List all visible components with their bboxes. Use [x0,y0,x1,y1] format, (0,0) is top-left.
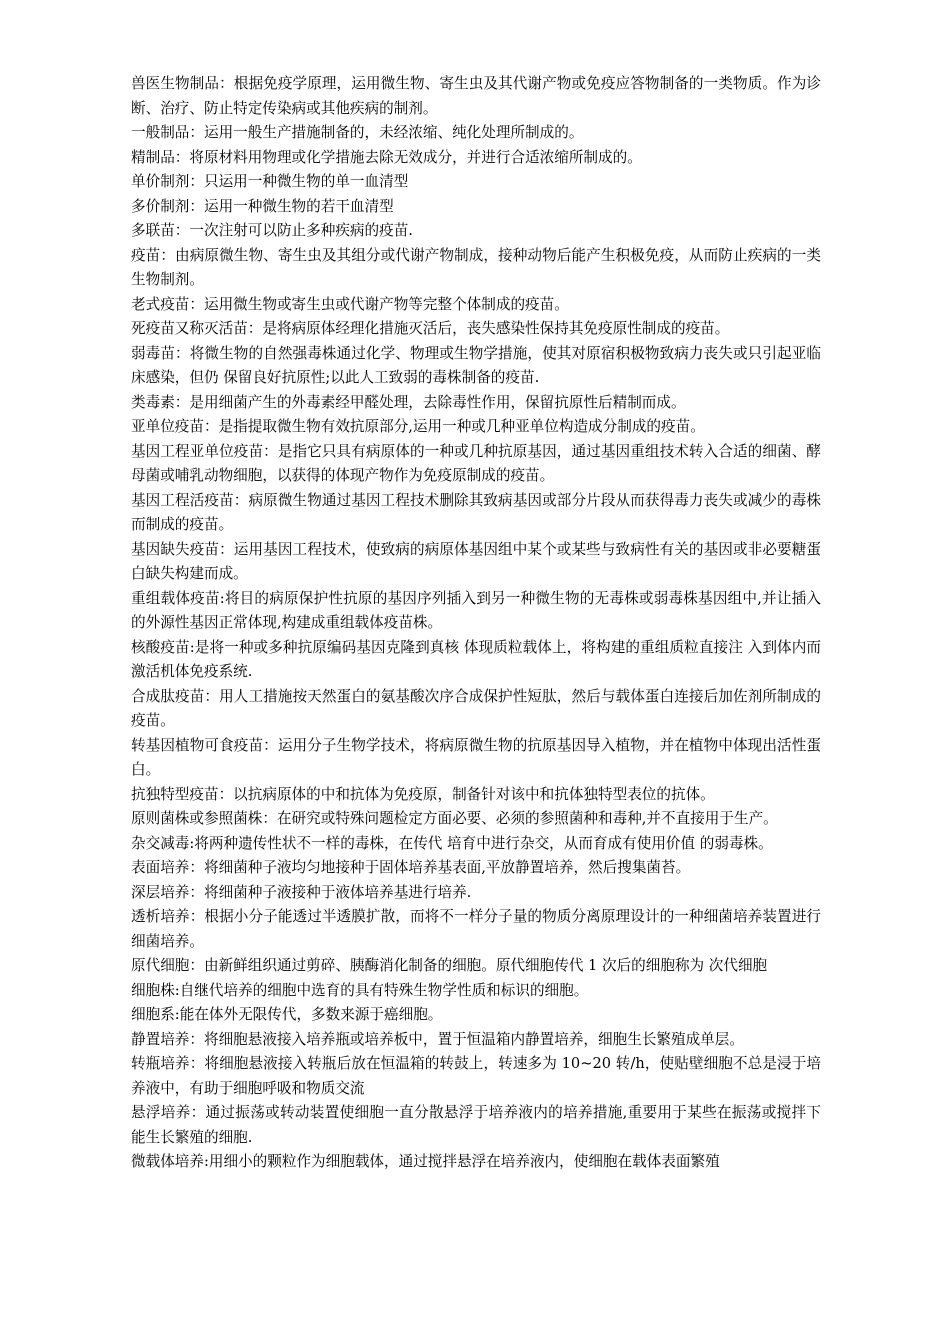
paragraph-anti-idiotype-vaccine: 抗独特型疫苗：以抗病原体的中和抗体为免疫原，制备针对该中和抗体独特型表位的抗体。 [131,785,715,803]
paragraph-recombinant-vector-vaccine: 重组载体疫苗:将目的病原保护性抗原的基因序列插入到另一种微生物的无毒株或弱毒株基因组中,并让插入的外源性基因正常体现,构建成重组载体疫苗株。 [131,589,821,631]
document-page [131,72,821,1175]
paragraph-traditional-vaccine: 老式疫苗：运用微生物或寄生虫或代谢产物等完整个体制成的疫苗。 [131,295,569,313]
paragraph-dialysis-culture: 透析培养：根据小分子能透过半透膜扩散，而将不一样分子量的物质分离原理设计的一种细菌培养装置进行细菌培养。 [131,908,821,950]
paragraph-primary-cell: 原代细胞：由新鲜组织通过剪碎、胰酶消化制备的细胞。原代细胞传代 1 次后的细胞称为 次代细胞 [131,957,768,974]
paragraph-general-product: 一般制品：运用一般生产措施制备的，未经浓缩、纯化处理所制成的。 [131,124,584,141]
paragraph-attenuated-vaccine: 弱毒苗：将微生物的自然强毒株通过化学、物理或生物学措施，使其对原宿积极物致病力丧失或只引起亚临床感染，但仍 保留良好抗原性;以此人工致弱的毒株制备的疫苗. [131,344,821,386]
paragraph-nucleic-acid-vaccine: 核酸疫苗:是将一种或多种抗原编码基因克隆到真核 体现质粒载体上，将构建的重组质粒直接注 入到体内而激活机体免疫系统. [131,638,821,680]
paragraph-inactivated-vaccine: 死疫苗又称灭活苗：是将病原体经理化措施灭活后，丧失感染性保持其免疫原性制成的疫苗。 [131,320,730,337]
paragraph-reference-strain: 原则菌株或参照菌株：在研究或特殊问题检定方面必要、必须的参照菌种和毒种,并不直接用于生产。 [131,810,778,827]
paragraph-refined-product: 精制品：将原材料用物理或化学措施去除无效成分，并进行合适浓缩所制成的。 [131,148,642,166]
paragraph-toxoid: 类毒素：是用细菌产生的外毒素经甲醛处理，去除毒性作用，保留抗原性后精制而成。 [131,393,686,411]
paragraph-roller-bottle-culture: 转瓶培养：将细胞悬液接入转瓶后放在恒温箱的转鼓上，转速多为 10~20 转/h，使贴壁细胞不总是浸于培养液中，有助于细胞呼吸和物质交流 [131,1055,821,1097]
paragraph-synthetic-peptide-vaccine: 合成肽疫苗：用人工措施按天然蛋白的氨基酸次序合成保护性短肽，然后与载体蛋白连接后加佐剂所制成的疫苗。 [131,687,821,729]
paragraph-cell-strain: 细胞株:自继代培养的细胞中选育的具有特殊生物学性质和标识的细胞。 [131,981,589,999]
paragraph-monovalent: 单价制剂：只运用一种微生物的单一血清型 [131,173,409,190]
paragraph-subunit-vaccine: 亚单位疫苗：是指提取微生物有效抗原部分,运用一种或几种亚单位构造成分制成的疫苗。 [131,418,705,435]
paragraph-cell-line: 细胞系:能在体外无限传代，多数来源于癌细胞。 [131,1006,443,1023]
paragraph-vet-biologics: 兽医生物制品：根据免疫学原理，运用微生物、寄生虫及其代谢产物或免疫应答物制备的一类物质。作为诊断、治疗、防止特定传染病或其他疾病的制剂。 [131,75,821,117]
paragraph-suspension-culture: 悬浮培养：通过振荡或转动装置使细胞一直分散悬浮于培养液内的培养措施,重要用于某些在振荡或搅拌下能生长繁殖的细胞. [131,1104,821,1146]
paragraph-edible-plant-vaccine: 转基因植物可食疫苗：运用分子生物学技术，将病原微生物的抗原基因导入植物，并在植物中体现出活性蛋白。 [131,736,821,778]
paragraph-static-culture: 静置培养：将细胞悬液接入培养瓶或培养板中，置于恒温箱内静置培养，细胞生长繁殖成单层。 [131,1030,744,1048]
paragraph-ge-subunit-vaccine: 基因工程亚单位疫苗：是指它只具有病原体的一种或几种抗原基因，通过基因重组技术转入合适的细菌、酵母菌或哺乳动物细胞，以获得的体现产物作为免疫原制成的疫苗。 [131,442,821,484]
paragraph-surface-culture: 表面培养：将细菌种子液均匀地接种于固体培养基表面,平放静置培养，然后搜集菌苔。 [131,859,691,876]
paragraph-microcarrier-culture: 微载体培养:用细小的颗粒作为细胞载体，通过搅拌悬浮在培养液内，使细胞在载体表面繁殖 [131,1153,720,1170]
paragraph-polyvalent: 多价制剂：运用一种微生物的若干血清型 [131,197,394,215]
paragraph-ge-live-vaccine: 基因工程活疫苗：病原微生物通过基因工程技术删除其致病基因或部分片段从而获得毒力丧失或减少的毒株而制成的疫苗。 [131,491,821,533]
paragraph-gene-deleted-vaccine: 基因缺失疫苗：运用基因工程技术，使致病的病原体基因组中某个或某些与致病性有关的基因或非必要糖蛋白缺失构建而成。 [131,540,821,582]
paragraph-deep-culture: 深层培养：将细菌种子液接种于液体培养基进行培养. [131,883,472,901]
paragraph-vaccine: 疫苗：由病原微生物、寄生虫及其组分或代谢产物制成，接种动物后能产生积极免疫，从而防止疾病的一类生物制剂。 [131,246,821,288]
paragraph-hybrid-attenuation: 杂交减毒:将两种遗传性状不一样的毒株，在传代 培育中进行杂交，从而育成有使用价值 的弱毒株。 [131,834,773,852]
paragraph-combined-vaccine: 多联苗：一次注射可以防止多种疾病的疫苗. [131,222,413,239]
